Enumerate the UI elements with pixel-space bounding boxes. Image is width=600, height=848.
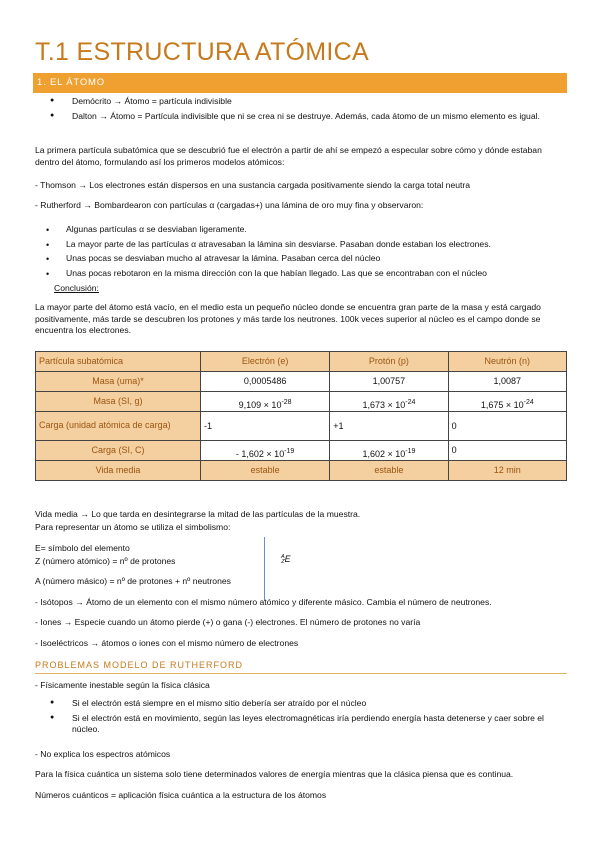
table-header: Electrón (e)	[201, 352, 330, 372]
row-label: Carga (SI, C)	[36, 441, 201, 461]
definition-a: A (número másico) = nº de protones + nº neutrones	[35, 576, 231, 586]
table-cell: 0,0005486	[201, 372, 330, 392]
table-cell	[201, 441, 330, 461]
cell-exponent: -24	[405, 398, 416, 406]
section-heading-problemas: PROBLEMAS MODELO DE RUTHERFORD	[35, 659, 567, 674]
table-cell	[448, 392, 566, 412]
definition-z: Z (número atómico) = nº de protones	[35, 556, 176, 566]
table-cell	[201, 392, 330, 412]
cell-value: 9,109 × 10	[238, 399, 282, 410]
symbol-z: Z	[281, 558, 285, 565]
cell-exponent: -19	[405, 447, 416, 455]
list-item: ● Si el electrón está en movimiento, según las leyes electromagnéticas iría perdiendo energía hasta detenerse y caer sobre el núcleo.	[46, 713, 566, 736]
table-header: Partícula subatómica	[36, 352, 201, 372]
table-row	[36, 392, 567, 412]
table-cell	[330, 392, 448, 412]
list-item: • Unas pocas rebotaron en la misma dirección con la que habían llegado. Las que se encontraban con el núcleo	[40, 268, 560, 280]
problems-bullet-list	[46, 698, 566, 736]
table-cell: 0	[448, 441, 566, 461]
paragraph-iones: - Iones → Especie cuando un átomo pierde (+) o gana (-) electrones. El número de protones no varía	[35, 617, 421, 627]
cell-value: 1,673 × 10	[362, 399, 406, 410]
cell-value: 1,602 × 10	[362, 448, 406, 459]
paragraph-thomson: - Thomson → Los electrones están dispersos en una sustancia cargada positivamente siendo la carga total neutra	[35, 180, 471, 190]
list-item: ● Demócrito → Átomo = partícula indivisible	[46, 96, 566, 108]
page-title: T.1 ESTRUCTURA ATÓMICA	[35, 38, 369, 66]
table-row	[36, 461, 567, 481]
row-label: Vida media	[36, 461, 201, 481]
cell-exponent: -19	[284, 447, 295, 455]
table-cell: estable	[330, 461, 448, 481]
table-row	[36, 412, 567, 441]
definition-e: E= símbolo del elemento	[35, 543, 130, 553]
list-item: ● Si el electrón está siempre en el mismo sitio debería ser atraído por el núcleo	[46, 698, 566, 710]
row-label: Masa (SI, g)	[36, 392, 201, 412]
paragraph-vida-media: Vida media → Lo que tarda en desintegrarse la mitad de las partículas de la muestra.	[35, 509, 361, 519]
paragraph-cuantica: Para la física cuántica un sistema solo tiene determinados valores de energía mientras que la clásica piensa que es continua.	[35, 769, 514, 779]
row-label: Carga (unidad atómica de carga)	[36, 412, 201, 441]
table-cell: 0	[448, 412, 566, 441]
table-header: Protón (p)	[330, 352, 448, 372]
cell-exponent: -24	[523, 398, 534, 406]
symbol-a: A	[281, 553, 285, 560]
table-cell: 12 min	[448, 461, 566, 481]
paragraph-isotopos: - Isótopos → Átomo de un elemento con el mismo número atómico y diferente másico. Cambia el número de neutrones.	[35, 597, 492, 607]
paragraph-symbolism: Para representar un átomo se utiliza el simbolismo:	[35, 522, 231, 532]
table-header-row	[36, 352, 567, 372]
table-cell: -1	[201, 412, 330, 441]
list-item: • Algunas partículas α se desviaban ligeramente.	[40, 224, 560, 236]
bracket-divider	[258, 537, 265, 601]
row-label: Masa (uma)*	[36, 372, 201, 392]
atomic-symbol	[281, 553, 291, 565]
subatomic-particles-table	[35, 351, 567, 481]
list-item: ● Dalton → Átomo = Partícula indivisible que ni se crea ni se destruye. Además, cada átomo de un mismo elemento es igual.	[46, 111, 566, 123]
intro-bullet-list	[46, 96, 566, 122]
table-header: Neutrón (n)	[448, 352, 566, 372]
symbol-e: E	[284, 554, 291, 564]
paragraph-first-particle: La primera partícula subatómica que se descubrió fue el electrón a partir de ahí se empezó a especular sobre cómo y dónde estaban dentro del átomo, formulando así los primeros modelos atómicos:	[35, 145, 542, 167]
table-cell: 1,00757	[330, 372, 448, 392]
list-item: • Unas pocas se desviaban mucho al atravesar la lámina. Pasaban cerca del núcleo	[40, 253, 560, 265]
list-item: • La mayor parte de las partículas α atravesaban la lámina sin desviarse. Pasaban donde estaban los electrones.	[40, 239, 560, 251]
observations-list	[40, 224, 560, 279]
paragraph-isoelectricos: - Isoeléctricos → átomos o iones con el mismo número de electrones	[35, 638, 299, 648]
table-cell: +1	[330, 412, 448, 441]
paragraph-numeros: Números cuánticos = aplicación física cuántica a la estructura de los átomos	[35, 790, 327, 800]
table-cell: 1,0087	[448, 372, 566, 392]
paragraph-rutherford: - Rutherford → Bombardearon con partículas α (cargadas+) una lámina de oro muy fina y observaron:	[35, 200, 424, 210]
conclusion-paragraph: La mayor parte del átomo está vacío, en el medio esta un pequeño núcleo donde se encuentra gran parte de la masa y está cargado positivamente, más tarde se descubren los protones y más tarde los neutrones. 100k veces superior al núcleo es el campo donde se encuentra los electrones.	[35, 302, 541, 336]
table-row	[36, 372, 567, 392]
cell-value: 1,675 × 10	[480, 399, 524, 410]
paragraph-inestable: - Físicamente inestable según la física clásica	[35, 680, 210, 690]
table-cell: estable	[201, 461, 330, 481]
table-cell	[330, 441, 448, 461]
conclusion-label: Conclusión:	[54, 283, 99, 293]
paragraph-espectros: - No explica los espectros atómicos	[35, 749, 171, 759]
section-heading-atomo: 1. EL ÁTOMO	[33, 73, 567, 93]
cell-value: - 1,602 × 10	[235, 448, 285, 459]
table-row	[36, 441, 567, 461]
cell-exponent: -28	[281, 398, 292, 406]
